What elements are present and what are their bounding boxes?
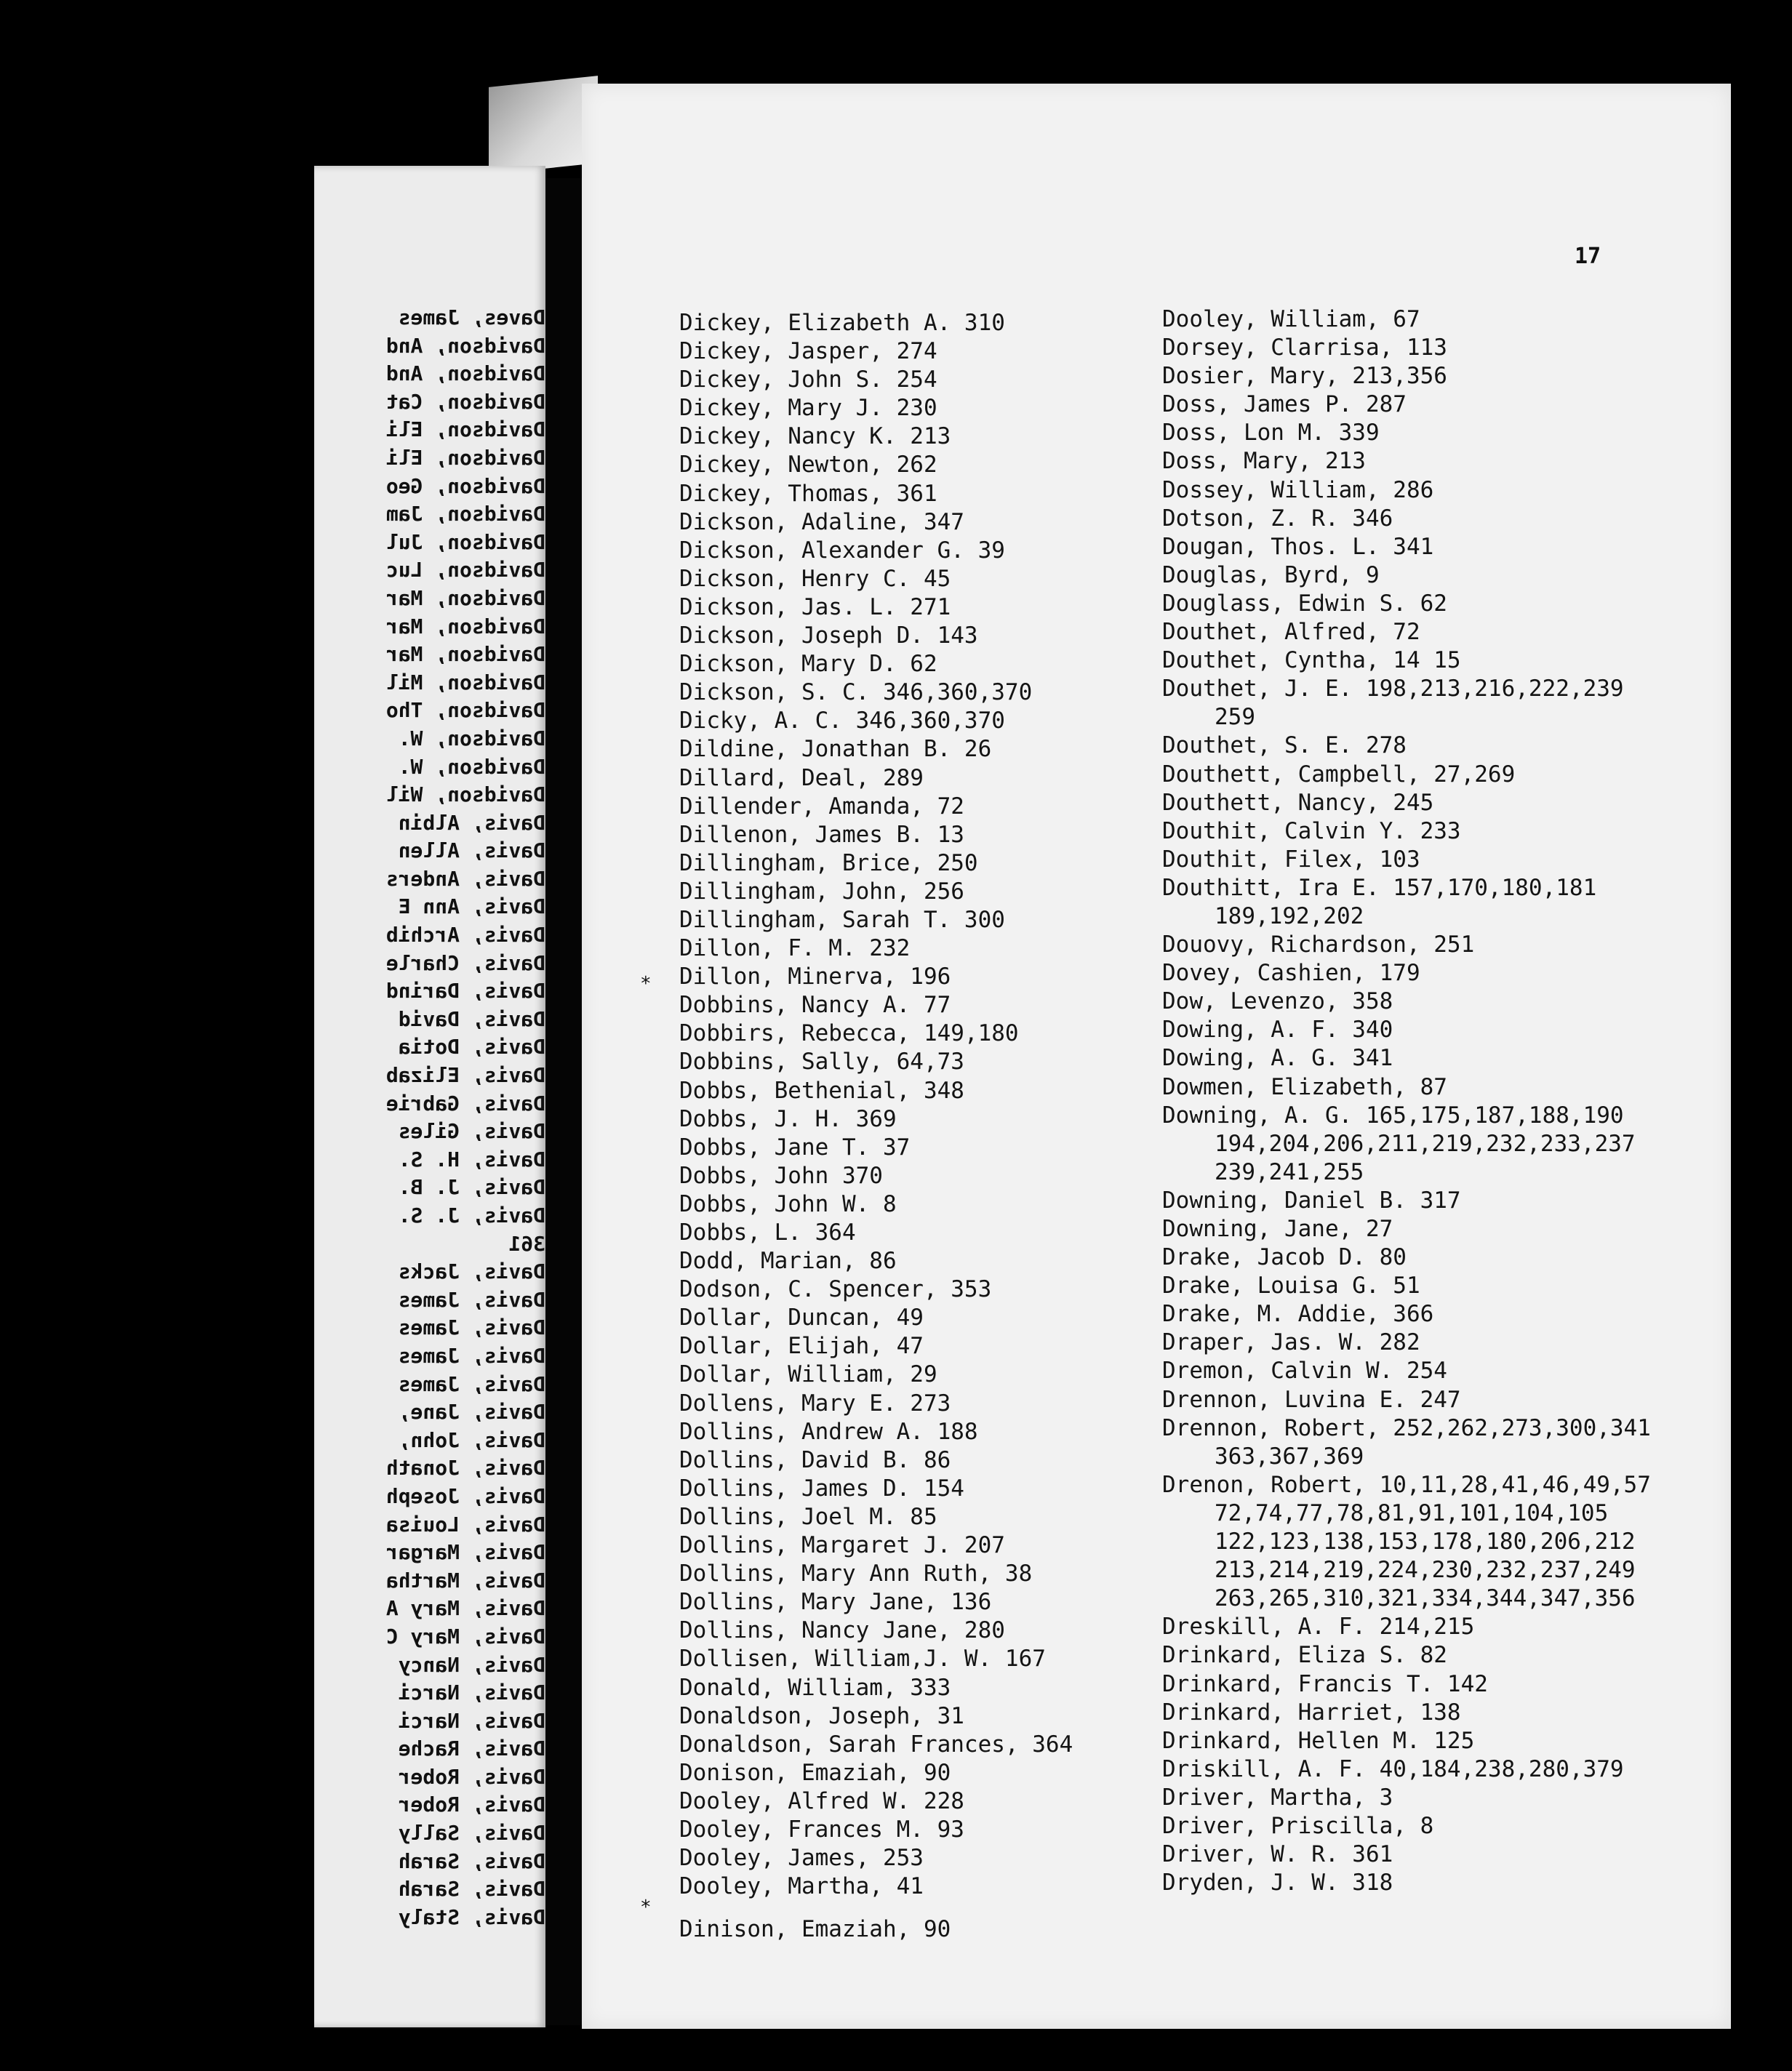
index-entry: Dollins, Andrew A. 188	[679, 1418, 978, 1445]
left-page-fragment: Davis, Rache	[398, 1736, 545, 1761]
index-entry: Dollins, Nancy Jane, 280	[679, 1617, 1005, 1644]
index-entry: Dowmen, Elizabeth, 87	[1162, 1073, 1447, 1100]
left-page-fragment: Davidson, And	[385, 361, 545, 386]
index-entry: Dickson, Jas. L. 271	[679, 593, 951, 620]
index-entry: Douglass, Edwin S. 62	[1162, 590, 1447, 617]
index-entry-continuation: 239,241,255	[1215, 1158, 1364, 1185]
index-entry: Driskill, A. F. 40,184,238,280,379	[1162, 1755, 1624, 1782]
left-page-fragment: Davis, J. B.	[398, 1175, 545, 1200]
index-entry: Dryden, J. W. 318	[1162, 1870, 1393, 1896]
left-page-fragment: Davis, Jane,	[398, 1400, 545, 1425]
index-entry: Dickey, Nancy K. 213	[679, 423, 951, 450]
index-entry: Drinkard, Hellen M. 125	[1162, 1727, 1475, 1754]
index-entry: Dicky, A. C. 346,360,370	[679, 708, 1005, 734]
left-page-fragment: Davidson, Jam	[385, 502, 545, 526]
left-page-fragment: Davis, Martha	[385, 1568, 545, 1593]
index-entry: Downing, Daniel B. 317	[1162, 1187, 1461, 1214]
index-entry: Dillingham, Sarah T. 300	[679, 906, 1005, 933]
index-entry: Donald, William, 333	[679, 1674, 951, 1701]
left-page-fragment: Davis, Mary C	[385, 1624, 545, 1649]
left-page-fragment: Davis, Jonath	[385, 1456, 545, 1481]
left-page-bleed	[314, 166, 545, 2027]
left-page-fragment: Davis, Rober	[398, 1764, 545, 1789]
index-entry: Drenon, Robert, 10,11,28,41,46,49,57	[1162, 1471, 1651, 1498]
index-entry: Dooley, Martha, 41	[679, 1873, 924, 1900]
index-entry: Donison, Emaziah, 90	[679, 1759, 951, 1786]
index-entry: Dovey, Cashien, 179	[1162, 960, 1420, 987]
left-page-fragment: Davis, Joseph	[385, 1483, 545, 1508]
index-entry: Driver, Martha, 3	[1162, 1784, 1393, 1811]
index-entry: Douthitt, Ira E. 157,170,180,181	[1162, 874, 1597, 901]
index-entry: Dickey, Jasper, 274	[679, 338, 937, 365]
index-entry: Dooley, Alfred W. 228	[679, 1787, 964, 1814]
index-entry: Douthit, Filex, 103	[1162, 846, 1420, 873]
index-entry: Dillon, F. M. 232	[679, 935, 911, 962]
index-entry: Dobbs, Bethenial, 348	[679, 1077, 964, 1104]
index-entry-continuation: 72,74,77,78,81,91,101,104,105	[1215, 1499, 1609, 1526]
index-entry: Dickson, Henry C. 45	[679, 565, 951, 592]
left-page-fragment: Davis, Narci	[398, 1708, 545, 1733]
index-entry: Dinison, Emaziah, 90	[679, 1916, 951, 1943]
left-page-fragment: Davidson, Mar	[385, 614, 545, 638]
index-entry: Drake, Jacob D. 80	[1162, 1244, 1407, 1271]
index-entry-continuation: 263,265,310,321,334,344,347,356	[1215, 1585, 1636, 1612]
index-entry-continuation: 194,204,206,211,219,232,233,237	[1215, 1130, 1636, 1157]
index-entry: Dollins, Margaret J. 207	[679, 1532, 1005, 1559]
index-entry: Drinkard, Eliza S. 82	[1162, 1642, 1447, 1669]
left-page-fragment: Davis, Jacks	[398, 1259, 545, 1284]
index-entry: Drinkard, Francis T. 142	[1162, 1670, 1488, 1697]
index-entry: Dillenon, James B. 13	[679, 821, 964, 848]
index-entry: Dollins, Mary Jane, 136	[679, 1589, 992, 1616]
left-page-fragment: Davis, J. S.	[398, 1203, 545, 1227]
index-entry: Dooley, James, 253	[679, 1845, 924, 1872]
left-page-fragment: Davis, Rober	[398, 1792, 545, 1817]
left-page-fragment: Davidson, W.	[398, 754, 545, 779]
index-entry: Dotson, Z. R. 346	[1162, 505, 1393, 532]
left-page-fragment: Davis, James	[398, 1287, 545, 1312]
index-entry: Drennon, Luvina E. 247	[1162, 1386, 1461, 1413]
index-entry: Dickey, Newton, 262	[679, 452, 937, 478]
index-entry: Dillingham, Brice, 250	[679, 849, 978, 876]
index-entry: Dickey, Elizabeth A. 310	[679, 310, 1005, 336]
index-entry: Donaldson, Joseph, 31	[679, 1702, 964, 1729]
left-page-fragment: Davis, James	[398, 1371, 545, 1396]
index-entry: Douthett, Nancy, 245	[1162, 789, 1434, 816]
index-entry: Drinkard, Harriet, 138	[1162, 1699, 1461, 1726]
index-entry: Dowing, A. F. 340	[1162, 1017, 1393, 1043]
index-entry: Dobbins, Nancy A. 77	[679, 992, 951, 1019]
index-entry: Dickson, Alexander G. 39	[679, 537, 1005, 564]
left-page-fragment: Davidson, Tho	[385, 698, 545, 723]
index-entry: Driver, Priscilla, 8	[1162, 1812, 1434, 1839]
index-entry: Dobbs, J. H. 369	[679, 1105, 897, 1132]
index-entry-continuation: 213,214,219,224,230,232,237,249	[1215, 1557, 1636, 1584]
index-entry: Dooley, Frances M. 93	[679, 1816, 964, 1843]
left-page-fragment: Davidson, Eli	[385, 445, 545, 470]
index-entry: Dossey, William, 286	[1162, 476, 1434, 503]
index-entry: Dodson, C. Spencer, 353	[679, 1276, 992, 1303]
left-page-fragment: Davidson, W.	[398, 726, 545, 750]
index-entry: Dobbs, L. 364	[679, 1219, 856, 1246]
left-page-fragment: Davis, Sally	[398, 1821, 545, 1846]
left-page-fragment: Davis, Darind	[385, 979, 545, 1004]
index-entry: Dobbirs, Rebecca, 149,180	[679, 1020, 1019, 1047]
index-entry-continuation: 259	[1215, 704, 1255, 731]
index-entry: Dillingham, John, 256	[679, 878, 964, 905]
index-entry: Dollins, David B. 86	[679, 1446, 951, 1473]
index-entry: Dodd, Marian, 86	[679, 1248, 897, 1275]
index-entry: Dickey, John S. 254	[679, 366, 937, 393]
left-page-fragment: Davis, Louisa	[385, 1512, 545, 1537]
index-entry: Dollar, William, 29	[679, 1361, 937, 1388]
index-entry: Downing, Jane, 27	[1162, 1216, 1393, 1242]
left-page-fragment: Davidson, Mar	[385, 585, 545, 610]
index-entry: Dildine, Jonathan B. 26	[679, 736, 992, 763]
index-entry: Dollins, James D. 154	[679, 1475, 964, 1502]
left-page-fragment: Davis, Archib	[385, 923, 545, 948]
index-entry: Douglas, Byrd, 9	[1162, 561, 1380, 588]
left-page-fragment: Davis, Albin	[398, 810, 545, 835]
index-entry: Dobbs, John 370	[679, 1162, 883, 1189]
index-entry: Dollins, Mary Ann Ruth, 38	[679, 1561, 1033, 1587]
left-page-fragment: Daves, James	[398, 305, 545, 329]
asterisk-marker: *	[640, 1896, 652, 1918]
left-page-fragment: Davidson, Luc	[385, 558, 545, 582]
index-entry: Drake, Louisa G. 51	[1162, 1273, 1420, 1299]
index-entry: Dobbins, Sally, 64,73	[679, 1049, 964, 1075]
index-entry: Downing, A. G. 165,175,187,188,190	[1162, 1102, 1624, 1129]
index-entry: Douthet, S. E. 278	[1162, 732, 1407, 759]
index-entry: Dooley, William, 67	[1162, 306, 1420, 332]
book-gutter	[545, 178, 582, 2025]
index-entry: Douovy, Richardson, 251	[1162, 932, 1475, 958]
index-entry: Dickey, Mary J. 230	[679, 395, 937, 422]
left-page-fragment: Davis, John,	[398, 1427, 545, 1452]
left-page-fragment: Davis, Sarah	[398, 1877, 545, 1902]
index-entry: Dillon, Minerva, 196	[679, 964, 951, 990]
index-entry: Draper, Jas. W. 282	[1162, 1329, 1420, 1356]
left-page-fragment: Davidson, Eli	[385, 417, 545, 442]
left-page-fragment: Davis, Narci	[398, 1681, 545, 1705]
left-page-fragment: Davidson, Mar	[385, 642, 545, 667]
left-page-fragment: Davis, David	[398, 1006, 545, 1031]
left-page-fragment: Davis, Dotia	[398, 1035, 545, 1059]
index-entry-continuation: 363,367,369	[1215, 1443, 1364, 1470]
index-entry: Dickson, Joseph D. 143	[679, 622, 978, 649]
left-page-fragment: Davis, Allen	[398, 838, 545, 863]
index-entry: Dollar, Duncan, 49	[679, 1305, 924, 1331]
index-entry: Dobbs, John W. 8	[679, 1190, 897, 1217]
left-page-fragment: Davis, Giles	[398, 1119, 545, 1144]
asterisk-marker: *	[640, 973, 652, 995]
index-entry: Dickson, Adaline, 347	[679, 508, 964, 535]
index-entry: Douthet, J. E. 198,213,216,222,239	[1162, 676, 1624, 702]
left-page-fragment: Davidson, Cat	[385, 389, 545, 414]
index-entry-continuation: 122,123,138,153,178,180,206,212	[1215, 1529, 1636, 1555]
left-page-text	[314, 304, 545, 1931]
left-page-fragment: Davis, James	[398, 1343, 545, 1368]
index-entry: Dreskill, A. F. 214,215	[1162, 1614, 1475, 1641]
left-page-fragment: Davis, Sarah	[398, 1848, 545, 1873]
left-page-fragment: Davis, H. S.	[398, 1147, 545, 1171]
left-page-fragment: Davis, Margar	[385, 1540, 545, 1565]
index-entry: Dorsey, Clarrisa, 113	[1162, 335, 1447, 361]
index-entry: Douthit, Calvin Y. 233	[1162, 817, 1461, 844]
index-entry: Dosier, Mary, 213,356	[1162, 363, 1447, 390]
index-entry: Dow, Levenzo, 358	[1162, 988, 1393, 1015]
left-page-fragment: 361	[508, 1231, 545, 1256]
index-entry: Doss, James P. 287	[1162, 391, 1407, 418]
index-entry: Dollisen, William,J. W. 167	[679, 1646, 1046, 1673]
index-entry: Dickson, Mary D. 62	[679, 651, 937, 678]
page-number: 17	[1575, 244, 1601, 269]
left-page-fragment: Davis, Charle	[385, 950, 545, 975]
index-entry: Dobbs, Jane T. 37	[679, 1134, 911, 1161]
index-entry: Douthet, Cyntha, 14 15	[1162, 647, 1461, 674]
left-page-fragment: Davidson, And	[385, 333, 545, 358]
left-page-fragment: Davis, Ann E	[398, 894, 545, 919]
index-column-left	[679, 309, 1073, 1944]
index-column-right	[1162, 305, 1651, 1897]
left-page-fragment: Davidson, Wil	[385, 782, 545, 807]
left-page-fragment: Davidson, Jul	[385, 529, 545, 554]
index-entry: Doss, Lon M. 339	[1162, 420, 1380, 446]
left-page-fragment: Davis, Gabrie	[385, 1091, 545, 1115]
index-entry: Doss, Mary, 213	[1162, 448, 1366, 475]
left-page-fragment: Davis, Anders	[385, 866, 545, 891]
index-entry: Dowing, A. G. 341	[1162, 1045, 1393, 1072]
index-entry: Dickey, Thomas, 361	[679, 480, 937, 507]
left-page-fragment: Davis, Staly	[398, 1904, 545, 1929]
index-entry: Dickson, S. C. 346,360,370	[679, 679, 1033, 706]
index-entry-continuation: 189,192,202	[1215, 902, 1364, 929]
index-entry: Donaldson, Sarah Frances, 364	[679, 1731, 1073, 1758]
index-entry: Dollens, Mary E. 273	[679, 1390, 951, 1417]
index-entry: Dillender, Amanda, 72	[679, 793, 964, 820]
left-page-fragment: Davis, Nancy	[398, 1652, 545, 1677]
left-page-fragment: Davis, James	[398, 1315, 545, 1340]
index-entry: Drennon, Robert, 252,262,273,300,341	[1162, 1414, 1651, 1441]
index-entry: Drake, M. Addie, 366	[1162, 1301, 1434, 1328]
left-page-fragment: Davidson, Mil	[385, 670, 545, 694]
index-entry: Dollins, Joel M. 85	[679, 1503, 937, 1530]
index-entry: Douthet, Alfred, 72	[1162, 619, 1420, 646]
index-entry: Douthett, Campbell, 27,269	[1162, 761, 1516, 788]
left-page-fragment: Davis, Mary A	[385, 1596, 545, 1621]
index-entry: Driver, W. R. 361	[1162, 1841, 1393, 1868]
left-page-fragment: Davis, Elizab	[385, 1063, 545, 1088]
index-entry: Dillard, Deal, 289	[679, 764, 924, 791]
index-entry: Dremon, Calvin W. 254	[1162, 1358, 1447, 1385]
index-entry: Dougan, Thos. L. 341	[1162, 533, 1434, 560]
left-page-fragment: Davidson, Geo	[385, 473, 545, 498]
index-entry: Dollar, Elijah, 47	[679, 1333, 924, 1360]
